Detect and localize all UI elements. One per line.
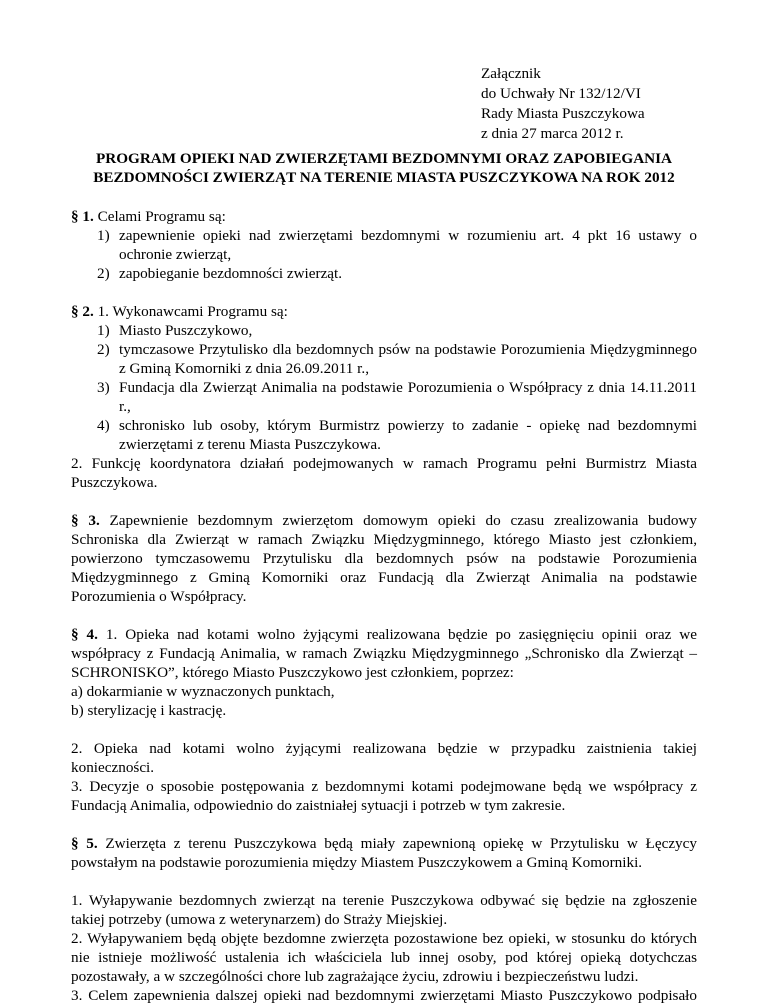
list-item-number: 1) — [97, 227, 110, 244]
list-item-text: zapewnienie opieki nad zwierzętami bezdomnymi w rozumieniu art. 4 pkt 16 ustawy o ochronie zwierząt, — [119, 227, 697, 263]
list-item-number: 1) — [97, 322, 110, 339]
section-2 — [71, 302, 697, 492]
section-5-point-3: 3. Celem zapewnienia dalszej opieki nad bezdomnymi zwierzętami Miasto Puszczykowo podpisało — [71, 987, 697, 1004]
list-item-text: tymczasowe Przytulisko dla bezdomnych psów na podstawie Porozumienia Międzygminnego z Gminą Komorniki z dnia 26.09.2011 r., — [119, 341, 697, 377]
list-item-text: schronisko lub osoby, którym Burmistrz powierzy to zadanie - opiekę nad bezdomnymi zwierzętami z terenu Miasta Puszczykowa. — [119, 417, 697, 453]
document-title — [71, 149, 697, 187]
section-1-intro-text: Celami Programu są: — [93, 208, 226, 225]
list-item-text: zapobieganie bezdomności zwierząt. — [119, 265, 343, 282]
section-3-text: Zapewnienie bezdomnym zwierzętom domowym opieki do czasu zrealizowania budowy Schroniska dla Zwierząt w ramach Związku Międzygminnego, którego Miasto jest członkiem, powierzono tymczasowemu Przytulisku dla bezdomnych psów na podstawie Porozumienia Międzygminnego z Gminą Komorniki oraz Fundacją dla Zwierząt Animalia na podstawie Porozumienia o Współpracy. — [71, 512, 697, 605]
section-5-text: Zwierzęta z terenu Puszczykowa będą miały zapewnioną opiekę w Przytulisku w Łęczycy powstałym na podstawie porozumienia między Miastem Puszczykowem a Gminą Komorniki. — [71, 835, 697, 871]
section-5-point-2: 2. Wyłapywaniem będą objęte bezdomne zwierzęta pozostawione bez opieki, w stosunku do których nie istnieje możliwość ustalenia ich właściciela lub innej osoby, pod której opieką dotychczas pozostawały, a w szczególności chore lub zagrażające życiu, zdrowiu i bezpieczeństwu ludzi. — [71, 930, 697, 985]
section-4-paragraph-2: 2. Opieka nad kotami wolno żyjącymi realizowana będzie w przypadku zaistnienia takiej konieczności. — [71, 740, 697, 776]
section-4-paragraph-3: 3. Decyzje o sposobie postępowania z bezdomnymi kotami podejmowane będą we współpracy z Fundacją Animalia, odpowiednio do zaistniałej sytuacji i potrzeb w tym zakresie. — [71, 778, 697, 814]
list-item-number: 4) — [97, 417, 110, 434]
section-4 — [71, 625, 697, 720]
title-line-2: BEZDOMNOŚCI ZWIERZĄT NA TERENIE MIASTA PUSZCZYKOWA NA ROK 2012 — [93, 169, 675, 186]
section-4-paragraph-1 — [71, 625, 697, 682]
section-1-heading: § 1. — [71, 208, 94, 225]
section-2-heading: § 2. — [71, 303, 94, 320]
section-5-point-1: 1. Wyłapywanie bezdomnych zwierząt na terenie Puszczykowa odbywać się będzie na zgłoszenie takiej potrzeby (umowa z weterynarzem) do Straży Miejskiej. — [71, 892, 697, 928]
section-2-intro-text: 1. Wykonawcami Programu są: — [93, 303, 288, 320]
section-4-item-b: b) sterylizację i kastrację. — [71, 702, 227, 719]
list-item — [97, 321, 697, 340]
section-2-intro — [71, 302, 697, 321]
annex-line-1: Załącznik — [481, 65, 541, 82]
list-item — [97, 416, 697, 454]
document-body — [71, 207, 697, 1005]
list-item-text: Miasto Puszczykowo, — [119, 322, 253, 339]
list-item — [97, 226, 697, 264]
list-item-number: 2) — [97, 265, 110, 282]
section-2-paragraph-2: 2. Funkcję koordynatora działań podejmowanych w ramach Programu pełni Burmistrz Miasta Puszczykowa. — [71, 455, 697, 491]
section-5 — [71, 834, 697, 872]
list-item-number: 2) — [97, 341, 110, 358]
section-3 — [71, 511, 697, 606]
section-1-list — [71, 226, 697, 283]
section-4-item-a: a) dokarmianie w wyznaczonych punktach, — [71, 683, 335, 700]
list-item — [97, 340, 697, 378]
section-5-heading: § 5. — [71, 835, 98, 852]
annex-line-2: do Uchwały Nr 132/12/VI — [481, 85, 641, 102]
annex-block — [481, 64, 741, 144]
list-item-text: Fundacja dla Zwierząt Animalia na podstawie Porozumienia o Współpracy z dnia 14.11.2011 r., — [119, 379, 697, 415]
section-4-continued — [71, 739, 697, 815]
section-4-paragraph-1-text: 1. Opieka nad kotami wolno żyjącymi realizowana będzie po zasięgnięciu opinii oraz we współpracy z Fundacją Animalia, w ramach Związku Międzygminnego „Schronisko dla Zwierząt – SCHRONISKO”, którego Miasto Puszczykowo jest członkiem, poprzez: — [71, 626, 698, 681]
title-line-1: PROGRAM OPIEKI NAD ZWIERZĘTAMI BEZDOMNYMI ORAZ ZAPOBIEGANIA — [95, 150, 673, 167]
section-3-heading: § 3. — [71, 512, 100, 529]
annex-line-4: z dnia 27 marca 2012 r. — [481, 125, 624, 142]
section-1 — [71, 207, 697, 283]
list-item — [97, 264, 697, 283]
list-item — [97, 378, 697, 416]
section-4-heading: § 4. — [71, 626, 98, 643]
section-2-list — [71, 321, 697, 454]
section-1-intro — [71, 207, 697, 226]
annex-line-3: Rady Miasta Puszczykowa — [481, 105, 645, 122]
section-5-points — [71, 891, 697, 1005]
list-item-number: 3) — [97, 379, 110, 396]
